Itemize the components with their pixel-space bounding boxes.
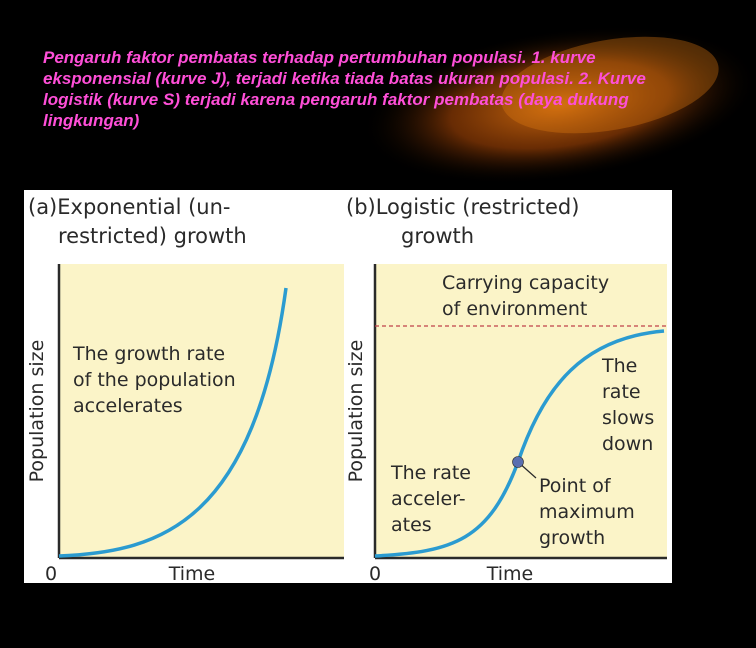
plots-svg xyxy=(24,190,672,583)
panel-a-origin-label: 0 xyxy=(44,563,58,583)
panel-a-plot xyxy=(26,264,344,583)
capacity-label-line1: Carrying capacity xyxy=(442,272,610,294)
panel-b-y-axis-label: Population size xyxy=(345,339,367,483)
growth-figure xyxy=(24,190,672,583)
accel-label-line1: The rate xyxy=(391,462,471,484)
slows-label-line4: down xyxy=(602,433,654,455)
max-growth-label-line2: maximum xyxy=(539,501,635,523)
panel-a-annotation-line1: The growth rate xyxy=(73,343,226,365)
panel-a-title-line1: (a)Exponential (un- xyxy=(28,195,231,219)
slows-label-line2: rate xyxy=(602,381,641,403)
slide-caption: Pengaruh faktor pembatas terhadap pertumbuhan populasi. 1. kurve eksponensial (kurve J), terjadi ketika tiada batas ukuran populasi. 2. Kurve logistik (kurve S) terjadi karena pengaruh faktor pembatas (daya dukung lingkungan) xyxy=(43,48,646,130)
panel-a-title-line2: restricted) growth xyxy=(58,224,247,248)
panel-b-origin-label: 0 xyxy=(368,563,382,583)
max-growth-label-line1: Point of xyxy=(539,475,611,497)
panel-a-annotation-line2: of the population xyxy=(73,369,236,391)
panel-b-x-axis-label: Time xyxy=(486,563,534,583)
slows-label-line1: The xyxy=(602,355,638,377)
panel-a-x-axis-label: Time xyxy=(168,563,216,583)
max-growth-label-line3: growth xyxy=(539,527,606,549)
panel-a-y-axis-label: Population size xyxy=(26,339,48,483)
point-of-maximum-growth-marker xyxy=(513,457,524,468)
slows-label-line3: slows xyxy=(602,407,655,429)
panel-b-title-line2: growth xyxy=(401,224,475,248)
accel-label-line2: acceler- xyxy=(391,488,466,510)
panel-b-title-line1: (b)Logistic (restricted) xyxy=(346,195,580,219)
panel-b-plot xyxy=(345,264,667,583)
panel-a-annotation-line3: accelerates xyxy=(73,395,183,417)
accel-label-line3: ates xyxy=(391,514,432,536)
capacity-label-line2: of environment xyxy=(442,298,588,320)
